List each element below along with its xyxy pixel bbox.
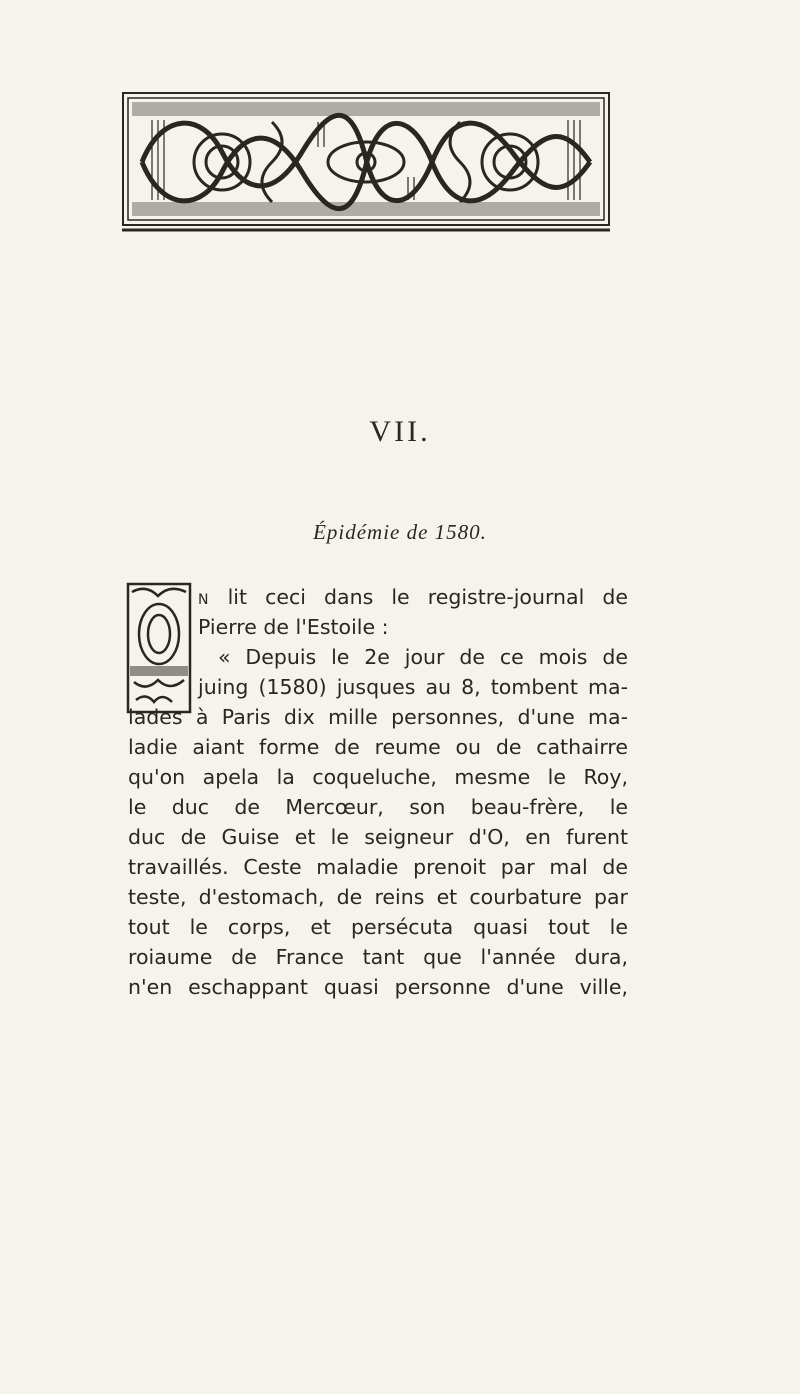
text-line-3: « Depuis le 2e jour de ce mois de	[218, 645, 628, 669]
text-line-1-rest: lit ceci dans le registre-journal de	[209, 585, 628, 609]
initial-continuation: N	[198, 592, 210, 608]
text-line-1	[198, 582, 628, 612]
body-text	[128, 578, 628, 1058]
text-line-7: qu'on apela la coqueluche, mesme le Roy,	[128, 765, 628, 789]
text-line-5: lades à Paris dix mille personnes, d'une ma-	[128, 705, 628, 729]
text-line-4: juing (1580) jusques au 8, tombent ma-	[198, 675, 628, 699]
chapter-number: VII.	[369, 415, 431, 448]
text-line-13: roiaume de France tant que l'année dura,	[128, 945, 628, 969]
chapter-title: Épidémie de 1580.	[313, 520, 487, 544]
text-line-9: duc de Guise et le seigneur d'O, en furent	[128, 825, 628, 849]
headpiece-ornament-icon	[122, 92, 610, 232]
text-line-10: travaillés. Ceste maladie prenoit par mal de	[128, 855, 628, 879]
text-line-11: teste, d'estomach, de reins et courbature par	[128, 885, 628, 909]
text-line-2: Pierre de l'Estoile :	[198, 615, 389, 639]
text-line-12: tout le corps, et persécuta quasi tout le	[128, 915, 628, 939]
text-line-14: n'en eschappant quasi personne d'une ville,	[128, 975, 628, 999]
text-line-8: le duc de Mercœur, son beau-frère, le	[128, 795, 628, 819]
text-line-6: ladie aiant forme de reume ou de cathairre	[128, 735, 628, 759]
